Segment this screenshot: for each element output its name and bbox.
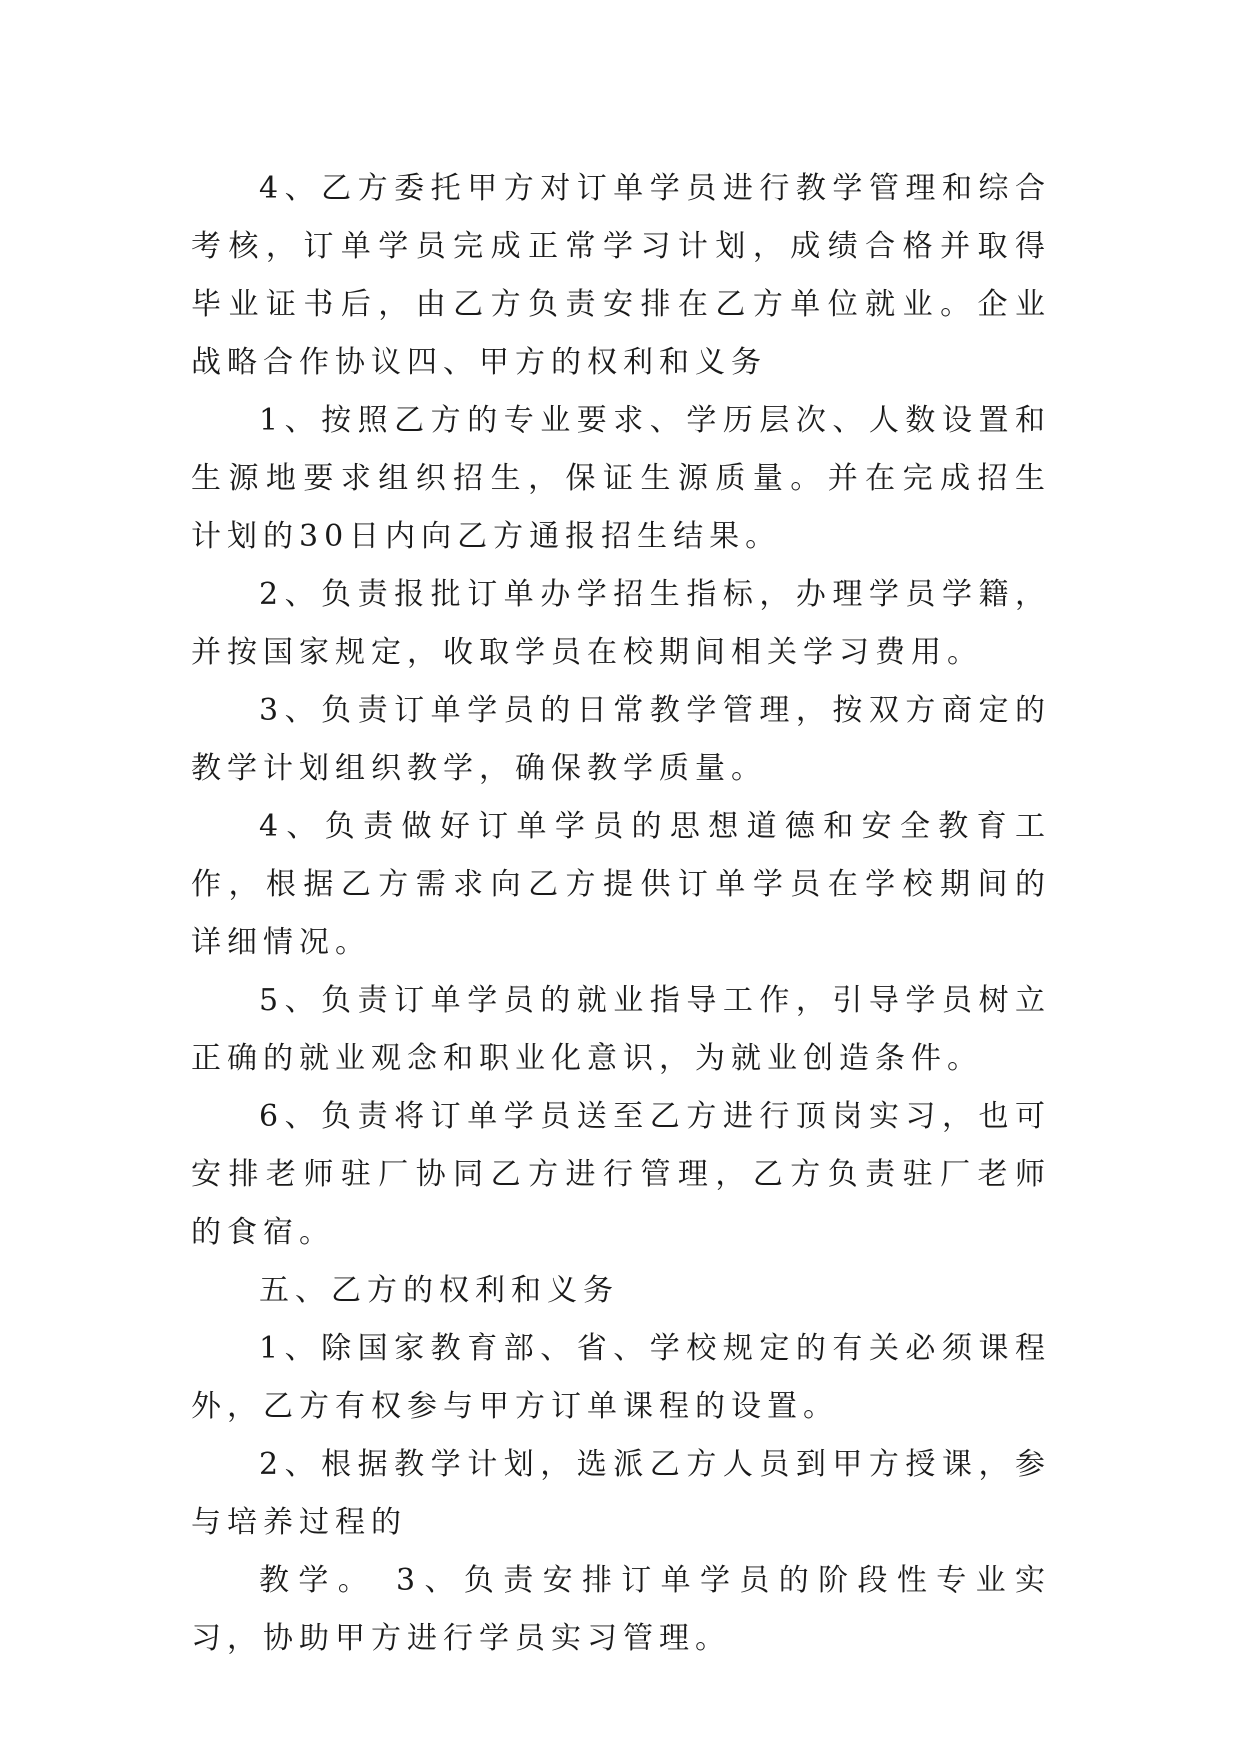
paragraph-5: 4、负责做好订单学员的思想道德和安全教育工作，根据乙方需求向乙方提供订单学员在学校期间的详细情况。 xyxy=(191,809,1051,960)
paragraph-2: 1、按照乙方的专业要求、学历层次、人数设置和生源地要求组织招生，保证生源质量。并在完成招生计划的30日内向乙方通报招生结果。 xyxy=(191,403,1051,554)
paragraph-7: 6、负责将订单学员送至乙方进行顶岗实习，也可安排老师驻厂协同乙方进行管理，乙方负责驻厂老师的食宿。 xyxy=(191,1099,1051,1250)
paragraph-9: 1、除国家教育部、省、学校规定的有关必须课程外，乙方有权参与甲方订单课程的设置。 xyxy=(191,1331,1051,1424)
paragraph-4: 3、负责订单学员的日常教学管理，按双方商定的教学计划组织教学，确保教学质量。 xyxy=(191,693,1051,786)
document-body xyxy=(191,160,1051,1668)
section-heading: 五、乙方的权利和义务 xyxy=(259,1273,619,1308)
paragraph-11: 教学。 3、负责安排订单学员的阶段性专业实习，协助甲方进行学员实习管理。 xyxy=(191,1563,1051,1656)
paragraph-6: 5、负责订单学员的就业指导工作，引导学员树立正确的就业观念和职业化意识，为就业创造条件。 xyxy=(191,983,1051,1076)
paragraph-10: 2、根据教学计划，选派乙方人员到甲方授课，参与培养过程的 xyxy=(191,1447,1051,1540)
paragraph-3: 2、负责报批订单办学招生指标，办理学员学籍，并按国家规定，收取学员在校期间相关学习费用。 xyxy=(191,577,1051,670)
paragraph-1: 4、乙方委托甲方对订单学员进行教学管理和综合考核，订单学员完成正常学习计划，成绩合格并取得毕业证书后，由乙方负责安排在乙方单位就业。企业战略合作协议四、甲方的权利和义务 xyxy=(191,171,1051,380)
